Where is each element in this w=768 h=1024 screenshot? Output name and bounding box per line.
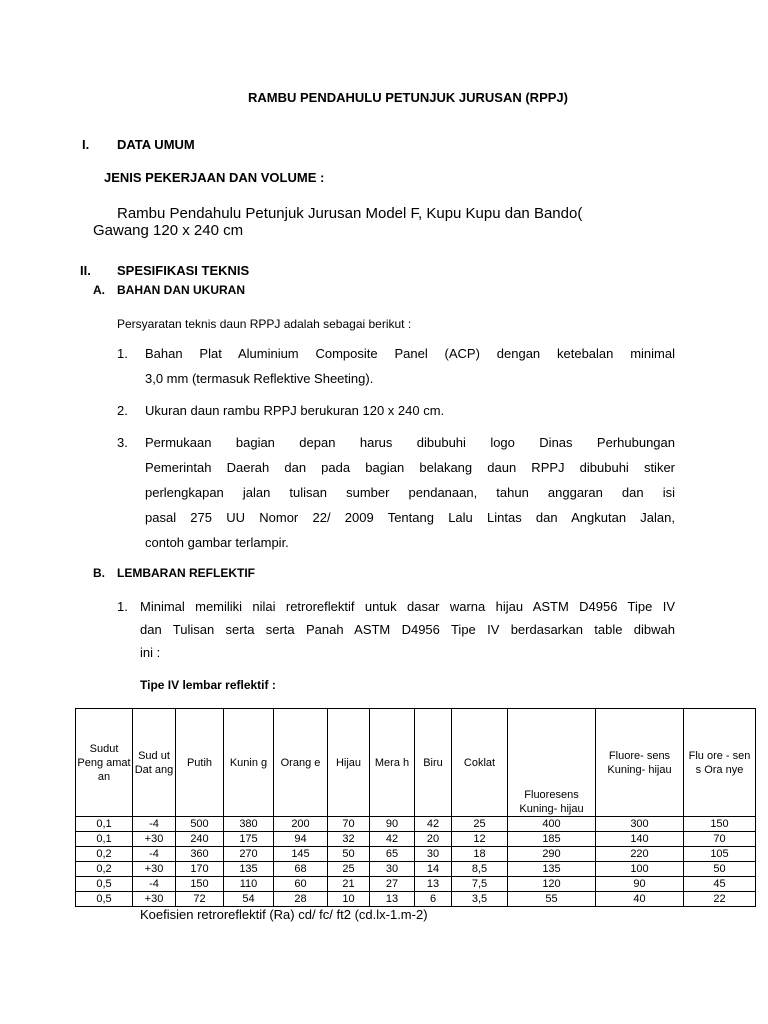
- subsection-b-number: B.: [93, 566, 105, 580]
- table-cell: 0,5: [76, 877, 133, 892]
- section-1-subheading: JENIS PEKERJAAN DAN VOLUME :: [104, 170, 325, 185]
- table-cell: 0,2: [76, 862, 133, 877]
- table-cell: 400: [508, 817, 596, 832]
- section-2-heading: SPESIFIKASI TEKNIS: [117, 263, 250, 278]
- table-cell: 110: [224, 877, 274, 892]
- table-cell: 25: [452, 817, 508, 832]
- table-row: [76, 862, 756, 877]
- table-cell: 140: [596, 832, 684, 847]
- table-cell: 220: [596, 847, 684, 862]
- table-cell: 500: [176, 817, 224, 832]
- table-cell: 13: [370, 892, 415, 907]
- table-cell: 90: [596, 877, 684, 892]
- header-kuning: Kunin g: [224, 709, 274, 817]
- table-cell: 145: [274, 847, 328, 862]
- table-cell: 42: [415, 817, 452, 832]
- table-cell: 135: [508, 862, 596, 877]
- header-hijau: Hijau: [328, 709, 370, 817]
- table-cell: 185: [508, 832, 596, 847]
- item-3-number: 3.: [117, 435, 128, 450]
- table-cell: 200: [274, 817, 328, 832]
- item-2-number: 2.: [117, 403, 128, 418]
- subsection-b-heading: LEMBARAN REFLEKTIF: [117, 566, 255, 580]
- header-merah: Mera h: [370, 709, 415, 817]
- table-cell: 68: [274, 862, 328, 877]
- table-cell: 6: [415, 892, 452, 907]
- table-cell: 21: [328, 877, 370, 892]
- header-orange: Orang e: [274, 709, 328, 817]
- table-cell: 170: [176, 862, 224, 877]
- item-b1-line-3: ini :: [140, 645, 161, 660]
- table-cell: 72: [176, 892, 224, 907]
- table-cell: 32: [328, 832, 370, 847]
- table-cell: 45: [684, 877, 756, 892]
- item-3-line-1: Permukaan bagian depan harus dibubuhi logo Dinas Perhubungan: [145, 435, 675, 450]
- table-cell: 60: [274, 877, 328, 892]
- header-fluoresens-kuning-hijau: Fluoresens Kuning- hijau: [508, 709, 596, 817]
- table-cell: 50: [328, 847, 370, 862]
- table-header-row: [76, 709, 756, 817]
- requirements-intro: Persyaratan teknis daun RPPJ adalah sebagai berikut :: [117, 317, 412, 331]
- table-cell: -4: [133, 877, 176, 892]
- table-cell: 30: [415, 847, 452, 862]
- table-row: [76, 877, 756, 892]
- table-cell: 7,5: [452, 877, 508, 892]
- table-cell: 18: [452, 847, 508, 862]
- item-b1-line-2: dan Tulisan serta serta Panah ASTM D4956 Tipe IV berdasarkan table dibwah: [140, 622, 675, 637]
- table-cell: 360: [176, 847, 224, 862]
- item-b1-number: 1.: [117, 599, 128, 614]
- table-cell: 100: [596, 862, 684, 877]
- item-2-line-1: Ukuran daun rambu RPPJ berukuran 120 x 240 cm.: [145, 403, 445, 418]
- table-cell: +30: [133, 892, 176, 907]
- table-cell: 25: [328, 862, 370, 877]
- header-putih: Putih: [176, 709, 224, 817]
- table-cell: 135: [224, 862, 274, 877]
- header-fluoresens-kuning-hijau-2: Fluore- sens Kuning- hijau: [596, 709, 684, 817]
- table-cell: 120: [508, 877, 596, 892]
- section-1-description-line-2: Gawang 120 x 240 cm: [93, 222, 244, 239]
- table-cell: 14: [415, 862, 452, 877]
- table-cell: 8,5: [452, 862, 508, 877]
- page-title: RAMBU PENDAHULU PETUNJUK JURUSAN (RPPJ): [248, 90, 568, 105]
- section-1-description-line-1: Rambu Pendahulu Petunjuk Jurusan Model F, Kupu Kupu dan Bando(: [117, 205, 583, 222]
- table-cell: +30: [133, 862, 176, 877]
- table-cell: -4: [133, 817, 176, 832]
- table-cell: 90: [370, 817, 415, 832]
- item-1-number: 1.: [117, 346, 128, 361]
- item-1-line-2: 3,0 mm (termasuk Reflektive Sheeting).: [145, 371, 374, 386]
- table-cell: 54: [224, 892, 274, 907]
- table-row: [76, 817, 756, 832]
- table-cell: 270: [224, 847, 274, 862]
- item-3-line-5: contoh gambar terlampir.: [145, 535, 289, 550]
- table-cell: 300: [596, 817, 684, 832]
- retroreflective-table: [75, 708, 756, 907]
- table-cell: 94: [274, 832, 328, 847]
- header-fluoresens-oranye: Flu ore - sen s Ora nye: [684, 709, 756, 817]
- table-cell: 10: [328, 892, 370, 907]
- table-cell: 0,1: [76, 832, 133, 847]
- table-cell: 42: [370, 832, 415, 847]
- table-cell: 27: [370, 877, 415, 892]
- header-sudut-pengamatan: Sudut Peng amat an: [76, 709, 133, 817]
- table-cell: 65: [370, 847, 415, 862]
- section-1-number: I.: [82, 137, 90, 152]
- table-cell: 40: [596, 892, 684, 907]
- table-title: Tipe IV lembar reflektif :: [140, 678, 276, 692]
- table-cell: 3,5: [452, 892, 508, 907]
- header-coklat: Coklat: [452, 709, 508, 817]
- table-cell: 290: [508, 847, 596, 862]
- table-cell: 0,2: [76, 847, 133, 862]
- table-cell: -4: [133, 847, 176, 862]
- section-2-number: II.: [80, 263, 91, 278]
- item-3-line-2: Pemerintah Daerah dan pada bagian belakang daun RPPJ dibubuhi stiker: [145, 460, 675, 475]
- table-cell: 28: [274, 892, 328, 907]
- table-cell: +30: [133, 832, 176, 847]
- table-cell: 150: [176, 877, 224, 892]
- section-1-heading: DATA UMUM: [117, 137, 195, 152]
- table-row: [76, 892, 756, 907]
- table-cell: 12: [452, 832, 508, 847]
- subsection-a-number: A.: [93, 283, 105, 297]
- table-cell: 70: [328, 817, 370, 832]
- table-cell: 13: [415, 877, 452, 892]
- subsection-a-heading: BAHAN DAN UKURAN: [117, 283, 245, 297]
- table-cell: 55: [508, 892, 596, 907]
- item-1-line-1: Bahan Plat Aluminium Composite Panel (ACP) dengan ketebalan minimal: [145, 346, 675, 361]
- table-caption: Koefisien retroreflektif (Ra) cd/ fc/ ft2 (cd.lx-1.m-2): [140, 907, 428, 922]
- table-cell: 20: [415, 832, 452, 847]
- table-cell: 105: [684, 847, 756, 862]
- table-cell: 0,1: [76, 817, 133, 832]
- item-3-line-4: pasal 275 UU Nomor 22/ 2009 Tentang Lalu Lintas dan Angkutan Jalan,: [145, 510, 675, 525]
- table-cell: 240: [176, 832, 224, 847]
- table-cell: 0,5: [76, 892, 133, 907]
- table-row: [76, 847, 756, 862]
- table-row: [76, 832, 756, 847]
- header-sudut-datang: Sud ut Dat ang: [133, 709, 176, 817]
- table-cell: 175: [224, 832, 274, 847]
- table-cell: 30: [370, 862, 415, 877]
- table-cell: 70: [684, 832, 756, 847]
- table-cell: 150: [684, 817, 756, 832]
- table-cell: 380: [224, 817, 274, 832]
- item-b1-line-1: Minimal memiliki nilai retroreflektif untuk dasar warna hijau ASTM D4956 Tipe IV: [140, 599, 675, 614]
- table-cell: 22: [684, 892, 756, 907]
- header-biru: Biru: [415, 709, 452, 817]
- item-3-line-3: perlengkapan jalan tulisan sumber pendanaan, tahun anggaran dan isi: [145, 485, 675, 500]
- table-cell: 50: [684, 862, 756, 877]
